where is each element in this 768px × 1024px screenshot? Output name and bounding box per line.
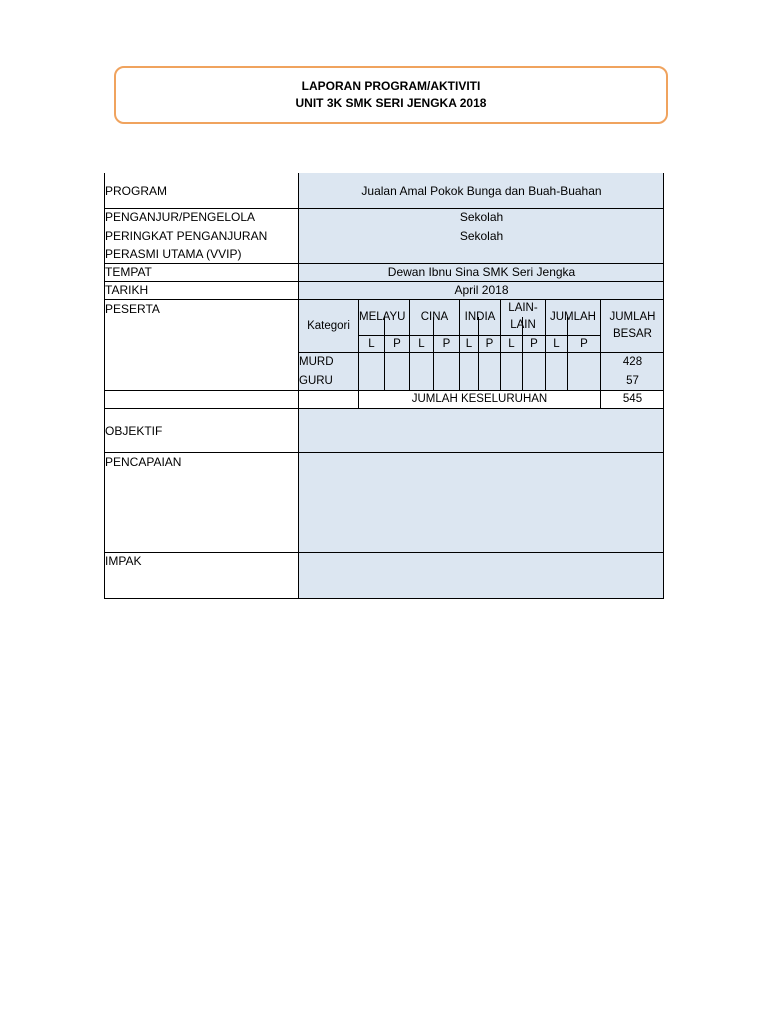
penganjur-values xyxy=(299,208,664,245)
lain-lain-header xyxy=(501,300,545,334)
peringkat-label: PERINGKAT PENGANJURAN xyxy=(105,228,268,243)
jumlah-besar-header xyxy=(601,309,664,343)
program-value: Jualan Amal Pokok Bunga dan Buah-Buahan xyxy=(361,184,602,198)
jumlah-besar-header-line-2: BESAR xyxy=(613,328,652,340)
melayu-l: L xyxy=(368,338,375,350)
objektif-label: OBJEKTIF xyxy=(105,424,163,438)
tarikh-value: April 2018 xyxy=(454,283,509,297)
jumlah-p: P xyxy=(580,338,588,350)
report-title-box xyxy=(114,66,668,124)
india-l: L xyxy=(465,338,473,350)
melayu-p: P xyxy=(393,338,401,350)
pencapaian-label: PENCAPAIAN xyxy=(105,455,182,469)
total-label: JUMLAH KESELURUHAN xyxy=(411,393,548,405)
lain-lain-header-line-1: LAIN- xyxy=(508,302,538,314)
peringkat-value: Sekolah xyxy=(459,228,504,243)
india-p: P xyxy=(485,338,494,350)
penganjur-labels xyxy=(104,208,267,264)
report-table xyxy=(104,173,664,599)
program-label: PROGRAM xyxy=(105,184,168,198)
jumlah-header: JUMLAH xyxy=(549,311,596,323)
impak-value-bg xyxy=(299,552,664,599)
report-title-line-2: UNIT 3K SMK SERI JENGKA 2018 xyxy=(295,96,487,110)
row-guru-kategori: GURU xyxy=(299,375,333,387)
jumlah-l: L xyxy=(553,338,560,350)
peserta-label: PESERTA xyxy=(105,302,160,316)
lain-p: P xyxy=(530,338,538,350)
pencapaian-value-bg xyxy=(299,452,664,552)
tempat-label: TEMPAT xyxy=(105,265,152,279)
total-value: 545 xyxy=(622,393,643,405)
lain-l: L xyxy=(508,338,515,350)
row-murd-jumlah-besar: 428 xyxy=(622,356,643,368)
india-header: INDIA xyxy=(464,311,496,323)
jumlah-besar-header-line-1: JUMLAH xyxy=(609,311,656,323)
melayu-header: MELAYU xyxy=(359,311,406,323)
penganjur-value: Sekolah xyxy=(459,210,504,224)
cina-p: P xyxy=(442,338,451,350)
impak-label: IMPAK xyxy=(105,554,142,568)
report-title-line-1: LAPORAN PROGRAM/AKTIVITI xyxy=(301,79,481,93)
row-murd-kategori: MURD xyxy=(299,356,334,368)
tarikh-label: TARIKH xyxy=(105,283,149,297)
objektif-value-bg xyxy=(299,408,664,452)
cina-header: CINA xyxy=(420,311,449,323)
penganjur-label: PENGANJUR/PENGELOLA xyxy=(105,210,256,224)
lain-lain-header-line-2: LAIN xyxy=(510,319,536,331)
kategori-header: Kategori xyxy=(307,320,350,332)
row-guru-jumlah-besar: 57 xyxy=(626,375,639,387)
perasmi-label: PERASMI UTAMA (VVIP) xyxy=(105,247,242,261)
tempat-value: Dewan Ibnu Sina SMK Seri Jengka xyxy=(387,265,576,279)
cina-l: L xyxy=(418,338,425,350)
